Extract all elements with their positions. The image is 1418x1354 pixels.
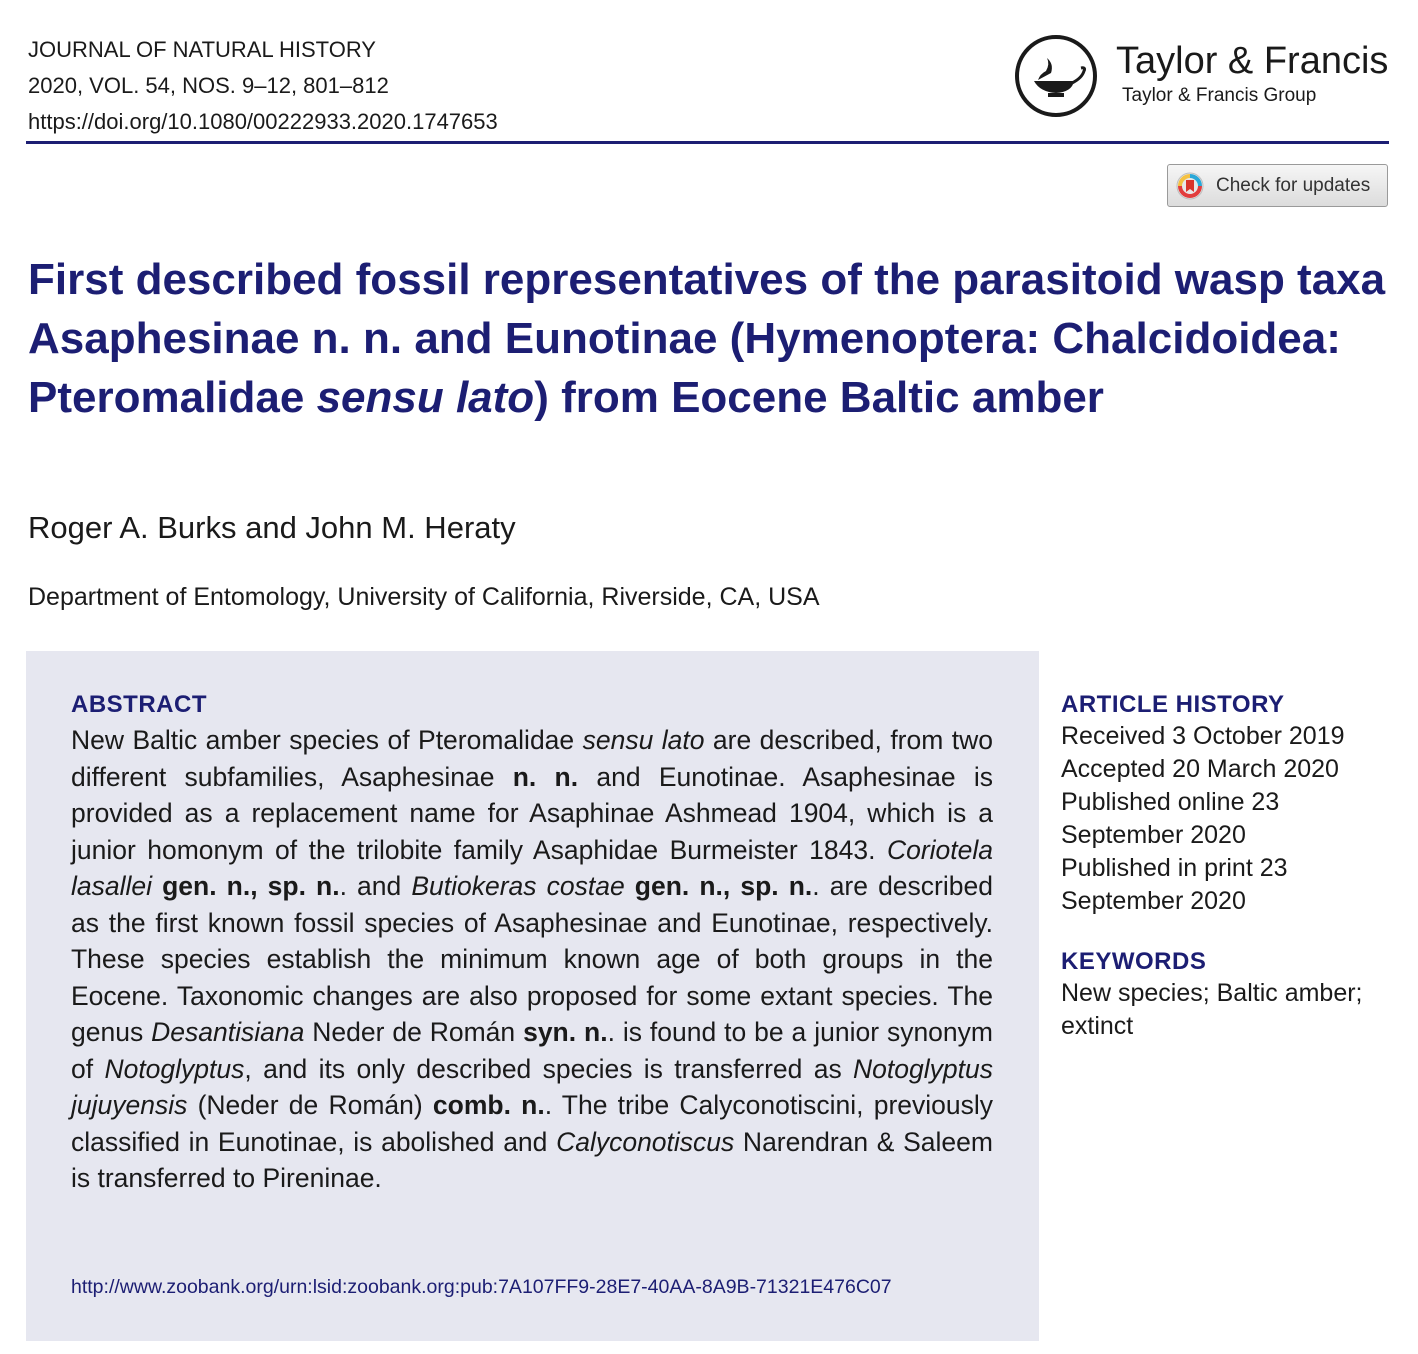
title-text-part2: ) from Eocene Baltic amber (534, 373, 1104, 422)
abstract-text-segment: and Eunotinae. Asaphesinae is provided as a replacement name for Asaphinae Ashmead 1904, which is a junior homonym of the trilobite family Asaphidae Burmeister 1843. (71, 761, 994, 865)
abstract-text-segment (152, 871, 162, 901)
abstract-heading: ABSTRACT (71, 691, 207, 718)
abstract-panel (26, 651, 1039, 1341)
keywords-line: extinct (1061, 1012, 1134, 1040)
title-text-part1: First described fossil representatives of the parasitoid wasp taxa Asaphesinae n. n. and Eunotinae (Hymenoptera: Chalcidoidea: Pteromalidae (28, 255, 1386, 422)
abstract-italic-term: Notoglyptus jujuyensis (71, 1053, 993, 1120)
journal-meta (28, 32, 498, 140)
journal-citation: 2020, VOL. 54, NOS. 9–12, 801–812 (28, 73, 389, 98)
abstract-text-segment: are described, from two different subfamilies, Asaphesinae (71, 725, 993, 792)
abstract-italic-term: Coriotela lasallei (71, 834, 993, 901)
abstract-bold-term: comb. n. (432, 1090, 545, 1120)
keywords-heading: KEYWORDS (1061, 948, 1207, 975)
article-sidebar (1061, 690, 1401, 1043)
abstract-text-segment: . is found to be a junior synonym of (71, 1017, 993, 1084)
check-for-updates-label: Check for updates (1216, 175, 1371, 196)
abstract-text-segment: . and (339, 871, 412, 901)
check-for-updates-button[interactable] (1167, 164, 1388, 207)
publisher-name: Taylor & Francis (1116, 40, 1389, 82)
lamp-logo-icon (1014, 34, 1098, 118)
abstract-text-segment: (Neder de Román) (187, 1090, 433, 1120)
abstract-text-segment (625, 871, 635, 901)
publisher-logo (1014, 34, 1394, 124)
article-authors: Roger A. Burks and John M. Heraty (28, 510, 516, 545)
journal-name: JOURNAL OF NATURAL HISTORY (28, 37, 376, 62)
abstract-body (71, 722, 993, 1197)
abstract-text-segment: New Baltic amber species of Pteromalidae (71, 725, 583, 755)
abstract-italic-term: Notoglyptus (104, 1053, 245, 1084)
history-received: Received 3 October 2019 (1061, 722, 1345, 750)
abstract-text-segment: . The tribe Calyconotiscini, previously classified in Eunotinae, is abolished and (71, 1090, 994, 1157)
history-published-print-date: September 2020 (1061, 887, 1246, 915)
keywords-line: New species; Baltic amber; (1061, 979, 1363, 1007)
history-published-online: Published online 23 (1061, 788, 1280, 816)
abstract-text-segment: Neder de Román (304, 1017, 524, 1047)
article-title (28, 250, 1398, 427)
article-history-heading: ARTICLE HISTORY (1061, 691, 1285, 718)
history-published-print: Published in print 23 (1061, 854, 1288, 882)
abstract-italic-term: sensu lato (582, 725, 705, 755)
zoobank-link[interactable]: http://www.zoobank.org/urn:lsid:zoobank.org:pub:7A107FF9-28E7-40AA-8A9B-71321E476C07 (71, 1276, 892, 1298)
abstract-text-segment: Narendran & Saleem is transferred to Pireninae. (71, 1126, 993, 1193)
abstract-bold-term: gen. n., sp. n. (634, 871, 813, 901)
header-divider (26, 141, 1389, 144)
abstract-bold-term: n. n. (512, 761, 579, 792)
abstract-italic-term: Desantisiana (151, 1017, 305, 1047)
history-published-online-date: September 2020 (1061, 821, 1246, 849)
abstract-bold-term: syn. n. (523, 1017, 608, 1047)
abstract-italic-term: Calyconotiscus (556, 1126, 735, 1157)
abstract-text-segment: , and its only described species is transferred as (244, 1053, 854, 1084)
author-affiliation: Department of Entomology, University of California, Riverside, CA, USA (28, 583, 820, 611)
abstract-text-segment: . are described as the first known fossil species of Asaphesinae and Eunotinae, respectively. These species establish the minimum known age of both groups in the Eocene. Taxonomic changes are also proposed for some extant species. The genus (71, 871, 993, 1047)
crossmark-icon (1176, 172, 1204, 200)
history-accepted: Accepted 20 March 2020 (1061, 755, 1339, 783)
title-text-italic: sensu lato (316, 373, 535, 422)
abstract-bold-term: gen. n., sp. n. (162, 871, 340, 901)
publisher-group: Taylor & Francis Group (1122, 85, 1317, 106)
abstract-italic-term: Butiokeras costae (411, 871, 625, 901)
journal-doi[interactable]: https://doi.org/10.1080/00222933.2020.1747653 (28, 109, 498, 134)
